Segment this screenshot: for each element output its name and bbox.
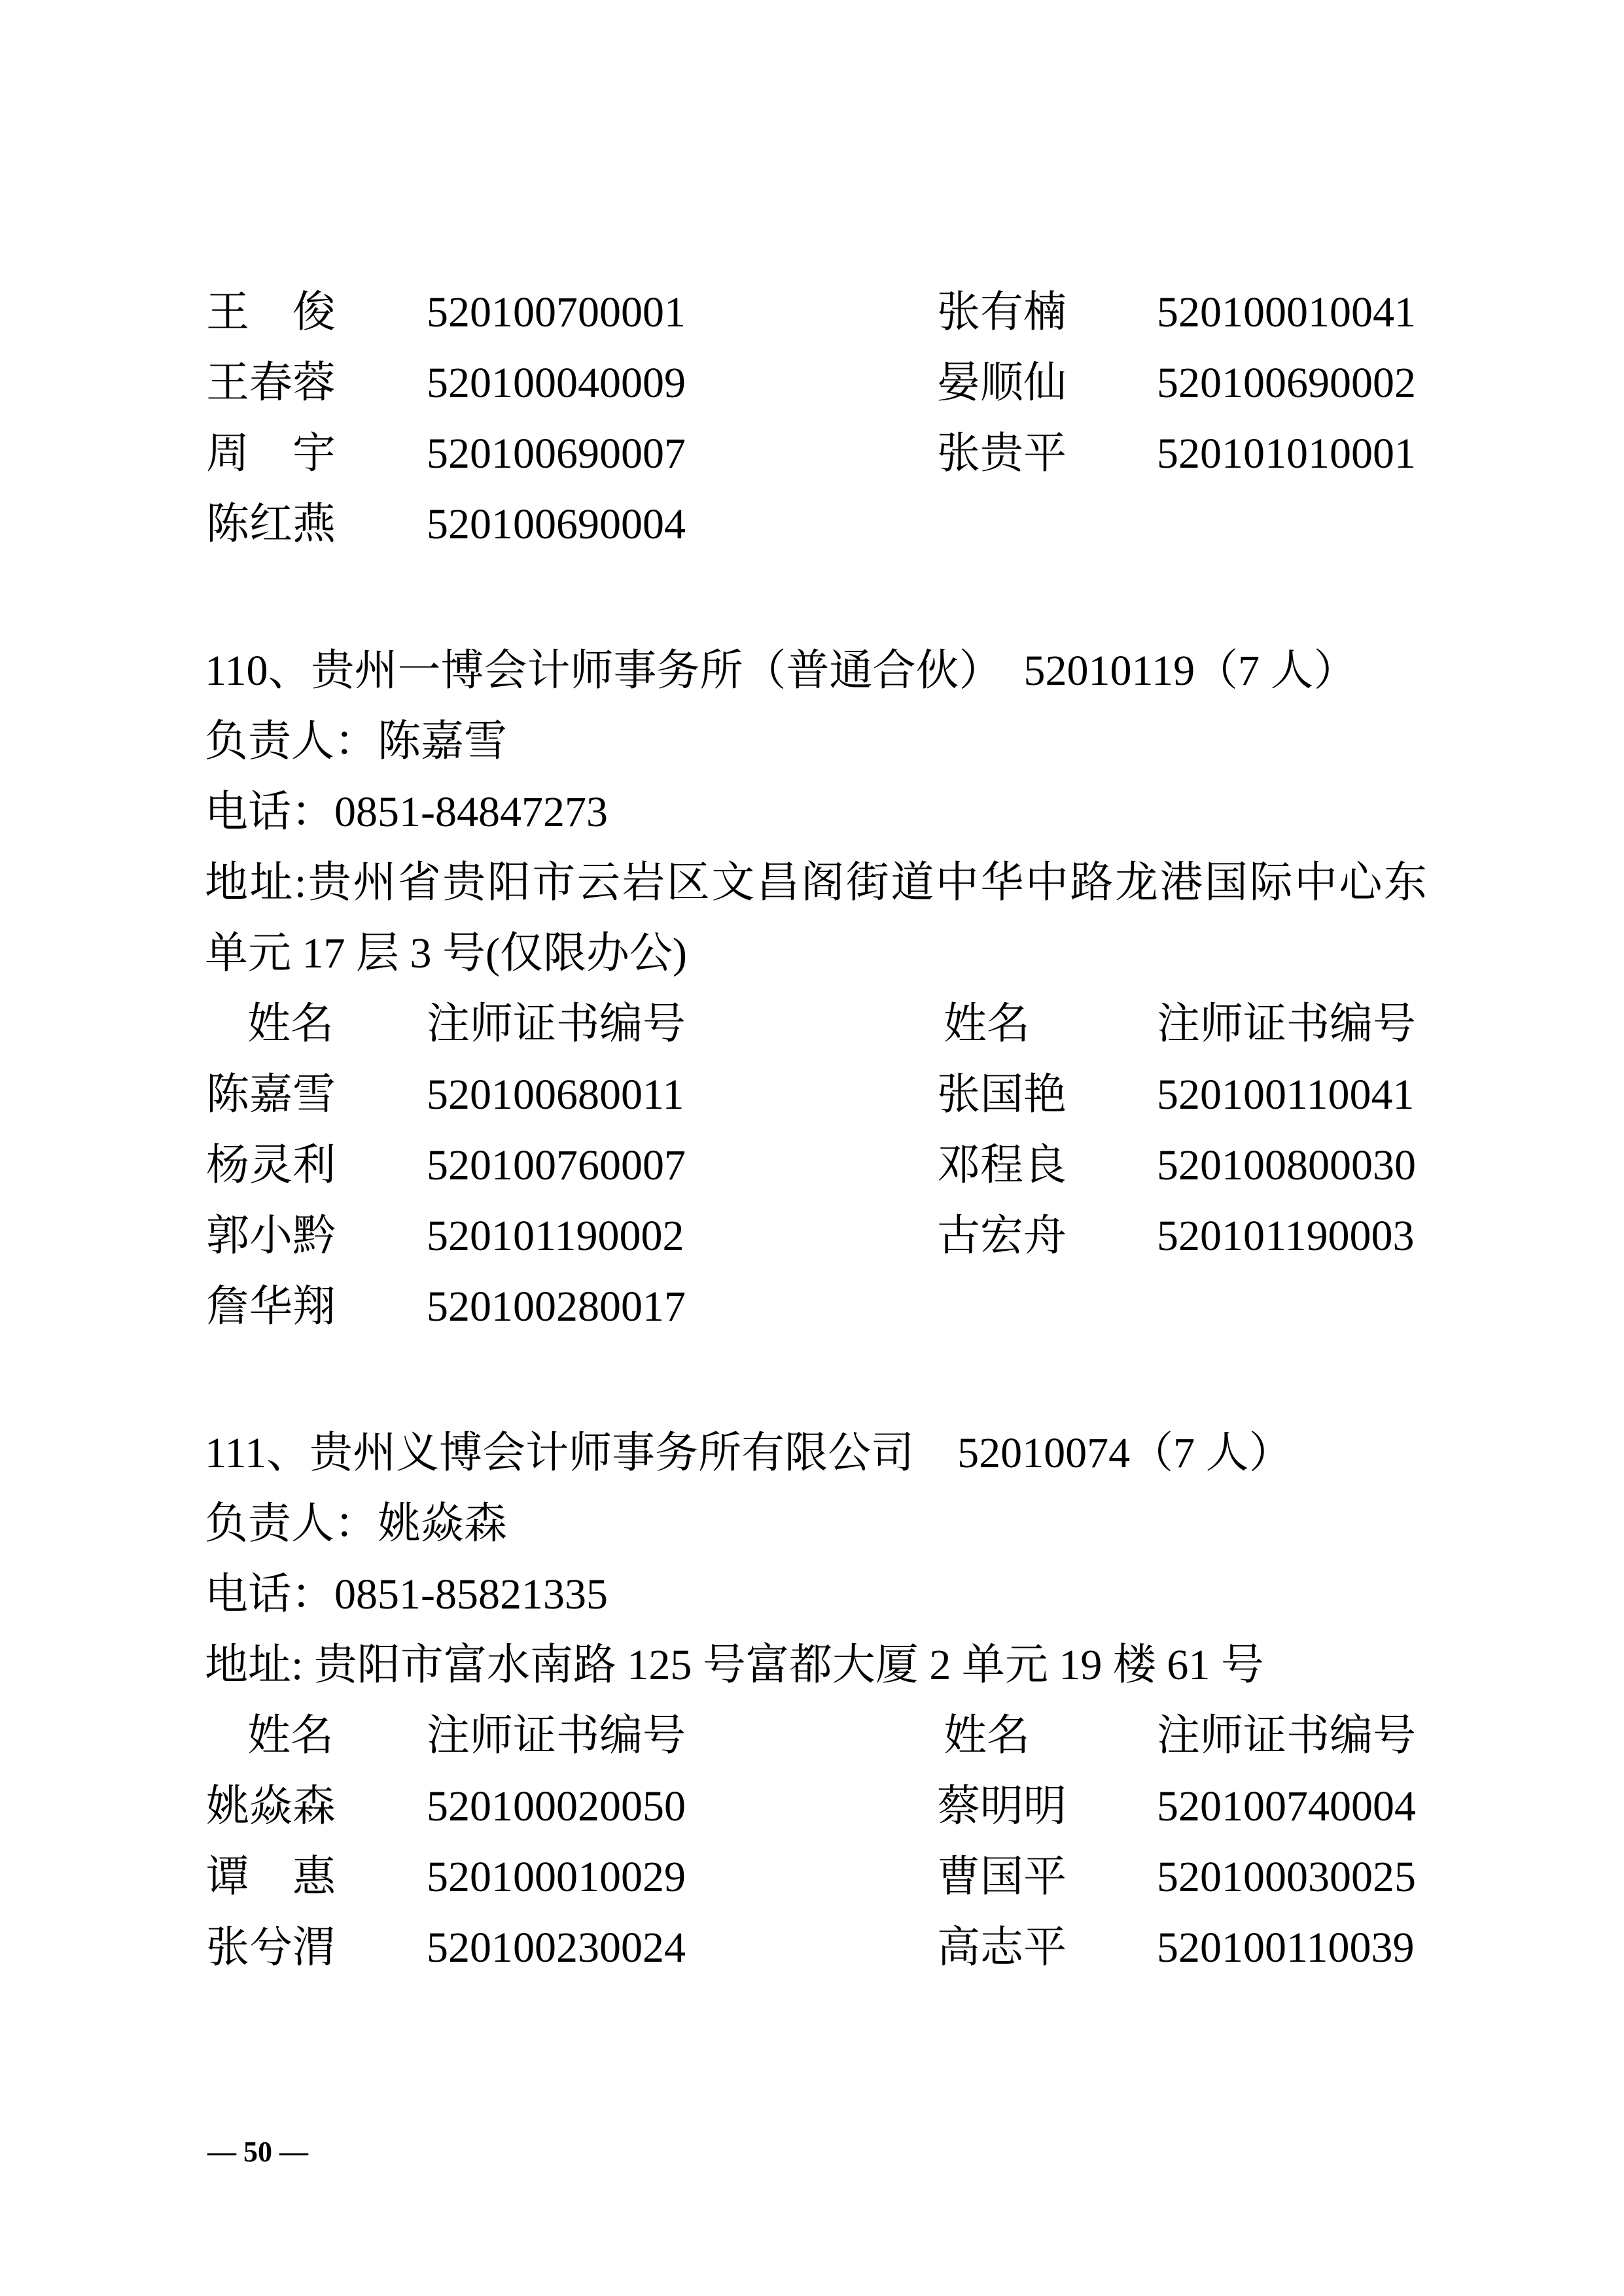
address-line-2: 单元 17 层 3 号(仅限办公) [205,930,687,977]
table-row [0,1842,1624,1913]
table-row [0,348,1624,419]
table-row [0,419,1624,489]
table-row [0,1060,1624,1130]
page-number: — 50 — [207,2136,308,2168]
section-title: 110、贵州一博会计师事务所（普通合伙） 52010119（7 人） [205,647,1357,695]
cert-number-cell: 520100010041 [1157,288,1416,336]
cert-number-cell: 520100690007 [427,430,686,478]
name-cell: 谭 惠 [206,1853,336,1901]
name-cell: 张有楠 [937,288,1067,336]
table-row [0,489,1624,560]
cert-number-cell: 520100690002 [1157,359,1416,407]
leader-line: 负责人：陈嘉雪 [205,718,507,765]
leader-line: 负责人：姚焱森 [205,1500,507,1548]
cert-number-cell: 520100040009 [427,359,686,407]
name-cell: 郭小黔 [206,1212,336,1260]
name-cell: 张贵平 [937,430,1067,478]
table-row [0,1201,1624,1272]
name-cell: 张国艳 [937,1071,1067,1119]
cert-number-cell: 520100110041 [1157,1071,1415,1119]
name-cell: 邓程良 [937,1141,1067,1189]
name-cell: 晏顺仙 [937,359,1067,407]
table-row [0,277,1624,348]
cert-number-cell: 520100030025 [1157,1853,1416,1901]
table-row [0,1771,1624,1842]
cert-number-cell: 520100020050 [427,1783,686,1830]
name-cell: 高志平 [937,1924,1067,1972]
cert-number-header: 注师证书编号 [1157,1712,1416,1760]
name-cell: 陈嘉雪 [206,1071,336,1119]
cert-number-cell: 520100230024 [427,1924,686,1972]
name-header: 姓名 [247,1712,334,1760]
cert-number-cell: 520100800030 [1157,1141,1416,1189]
cert-number-cell: 520100760007 [427,1141,686,1189]
name-cell: 王春蓉 [206,359,336,407]
name-header: 姓名 [944,1000,1030,1048]
cert-number-cell: 520100690004 [427,500,686,548]
name-cell: 姚焱森 [206,1783,336,1830]
table-row [0,1272,1624,1342]
section-title: 111、贵州义博会计师事务所有限公司 52010074（7 人） [205,1429,1292,1477]
cert-number-cell: 520100010029 [427,1853,686,1901]
name-cell: 陈红燕 [206,500,336,548]
address-line-1: 地址: 贵阳市富水南路 125 号富都大厦 2 单元 19 楼 61 号 [205,1641,1264,1689]
cert-number-cell: 520100110039 [1157,1924,1415,1972]
cert-number-cell: 520101190003 [1157,1212,1415,1260]
name-cell: 蔡明明 [937,1783,1067,1830]
name-header: 姓名 [944,1712,1030,1760]
name-cell: 古宏舟 [937,1212,1067,1260]
name-header: 姓名 [247,1000,334,1048]
phone-line: 电话：0851-85821335 [205,1571,608,1618]
address-line-1: 地址:贵州省贵阳市云岩区文昌阁街道中华中路龙港国际中心东 [205,859,1427,907]
cert-number-cell: 520100280017 [427,1283,686,1331]
table-row [0,1130,1624,1201]
name-cell: 王 俊 [206,288,336,336]
table-header-row [0,989,1624,1060]
name-cell: 周 宇 [206,430,336,478]
cert-number-cell: 520100680011 [427,1071,684,1119]
cert-number-header: 注师证书编号 [427,1000,686,1048]
cert-number-cell: 520100700001 [427,288,686,336]
cert-number-cell: 520101190002 [427,1212,684,1260]
cert-number-header: 注师证书编号 [1157,1000,1416,1048]
name-cell: 曹国平 [937,1853,1067,1901]
phone-line: 电话：0851-84847273 [205,788,608,836]
cert-number-cell: 520100740004 [1157,1783,1416,1830]
cert-number-header: 注师证书编号 [427,1712,686,1760]
name-cell: 杨灵利 [206,1141,336,1189]
cert-number-cell: 520101010001 [1157,430,1416,478]
name-cell: 詹华翔 [206,1283,336,1331]
name-cell: 张兮渭 [206,1924,336,1972]
table-header-row [0,1701,1624,1771]
table-row [0,1913,1624,1983]
